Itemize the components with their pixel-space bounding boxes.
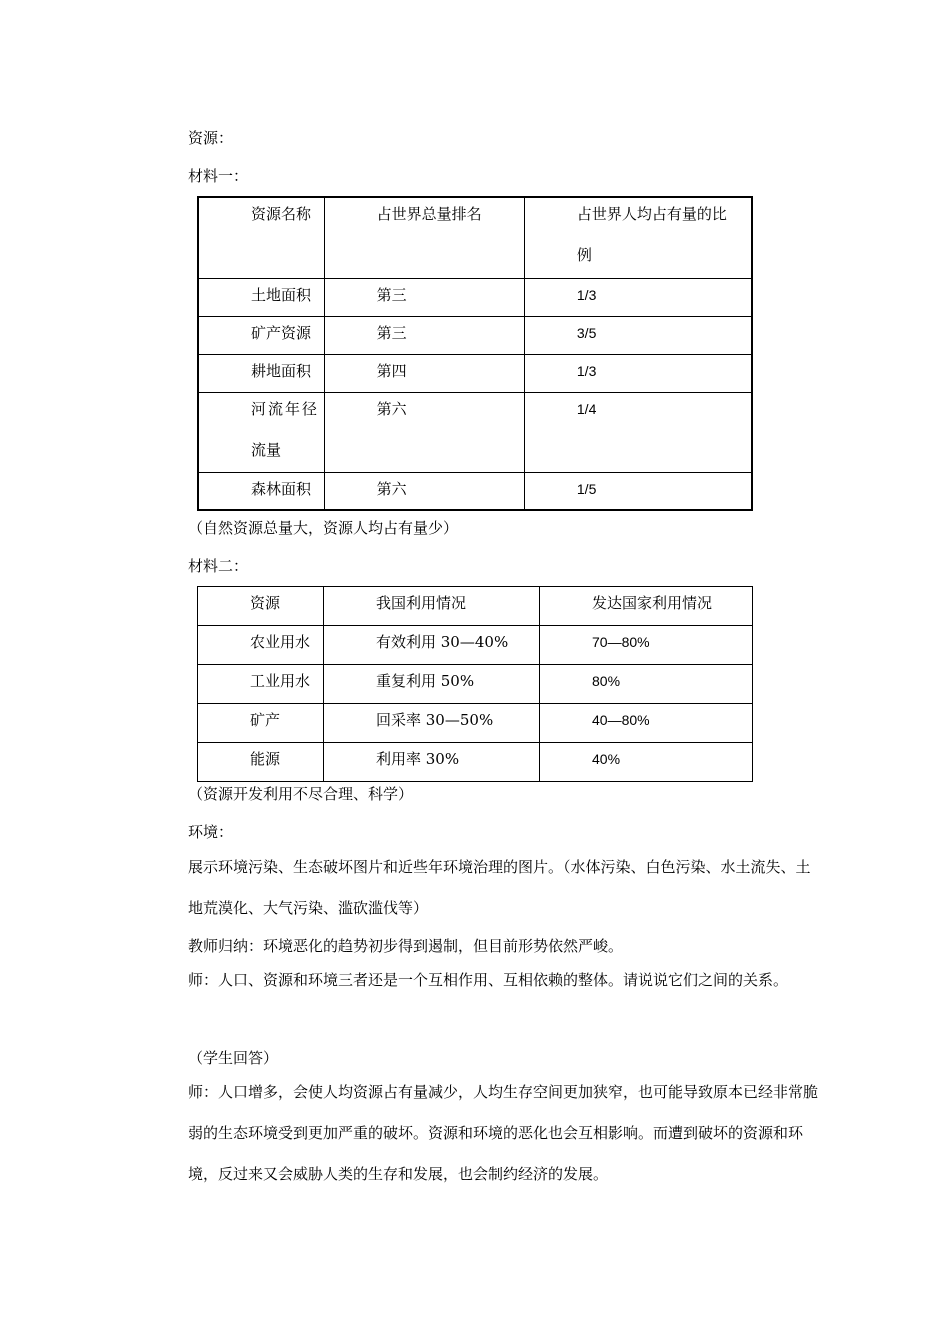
- material1-note: （自然资源总量大，资源人均占有量少）: [188, 519, 459, 537]
- table-cell: 有效利用 30—40%: [324, 626, 540, 665]
- resource-utilization-table: [197, 586, 753, 782]
- table-cell: 河流年径 流量: [198, 392, 324, 472]
- section-heading-environment: 环境：: [188, 823, 234, 841]
- table-row: [198, 354, 752, 392]
- table-cell: 工业用水: [198, 665, 324, 704]
- material2-note: （资源开发利用不尽合理、科学）: [188, 785, 414, 803]
- table-cell: 能源: [198, 743, 324, 782]
- table-cell: 土地面积: [198, 278, 324, 316]
- table-header-cell: 发达国家利用情况: [540, 587, 753, 626]
- table-cell: 矿产资源: [198, 316, 324, 354]
- table-cell: 重复利用 50%: [324, 665, 540, 704]
- table-cell: 第三: [324, 316, 524, 354]
- table-cell: 3/5: [524, 316, 752, 354]
- table-cell: 第六: [324, 472, 524, 510]
- table-cell: 40%: [540, 743, 753, 782]
- table-cell: 农业用水: [198, 626, 324, 665]
- environment-paragraph-4: （学生回答）: [188, 1049, 279, 1067]
- table-header-cell: 资源: [198, 587, 324, 626]
- table-cell: 1/3: [524, 278, 752, 316]
- table-cell: 70—80%: [540, 626, 753, 665]
- table-cell: 40—80%: [540, 704, 753, 743]
- table-row: [198, 392, 752, 472]
- table-header-cell: 我国利用情况: [324, 587, 540, 626]
- table-row: [198, 278, 752, 316]
- environment-paragraph-5: 师：人口增多，会使人均资源占有量减少，人均生存空间更加狭窄，也可能导致原本已经非常脆弱的生态环境受到更加严重的破坏。资源和环境的恶化也会互相影响。而遭到破坏的资源和环境，反过来又会威胁人类的生存和发展，也会制约经济的发展。: [188, 1083, 819, 1183]
- environment-paragraph-1: 展示环境污染、生态破坏图片和近些年环境治理的图片。（水体污染、白色污染、水土流失、土地荒漠化、大气污染、滥砍滥伐等）: [188, 858, 811, 917]
- table-header-row: [198, 197, 752, 278]
- table-cell: 利用率 30%: [324, 743, 540, 782]
- table-cell: 耕地面积: [198, 354, 324, 392]
- table-cell: 第三: [324, 278, 524, 316]
- table-cell: 1/3: [524, 354, 752, 392]
- table-header-cell: 资源名称: [198, 197, 324, 278]
- material1-label: 材料一：: [188, 167, 249, 185]
- table-cell: 第六: [324, 392, 524, 472]
- table-cell: 矿产: [198, 704, 324, 743]
- table-row: [198, 704, 753, 743]
- table-header-row: [198, 587, 753, 626]
- table-cell: 回采率 30—50%: [324, 704, 540, 743]
- environment-paragraph-3: 师：人口、资源和环境三者还是一个互相作用、互相依赖的整体。请说说它们之间的关系。: [188, 971, 789, 989]
- table-row: [198, 316, 752, 354]
- table-cell: 1/4: [524, 392, 752, 472]
- table-header-cell: 占世界人均占有量的比 例: [524, 197, 752, 278]
- table-header-cell: 占世界总量排名: [324, 197, 524, 278]
- table-row: [198, 626, 753, 665]
- environment-paragraph-2: 教师归纳：环境恶化的趋势初步得到遏制，但目前形势依然严峻。: [188, 937, 624, 955]
- table-row: [198, 743, 753, 782]
- material2-label: 材料二：: [188, 557, 249, 575]
- table-row: [198, 472, 752, 510]
- resource-ranking-table: [197, 196, 753, 511]
- section-heading-resources: 资源：: [188, 129, 234, 147]
- table-row: [198, 665, 753, 704]
- table-cell: 1/5: [524, 472, 752, 510]
- table-cell: 80%: [540, 665, 753, 704]
- table-cell: 第四: [324, 354, 524, 392]
- table-cell: 森林面积: [198, 472, 324, 510]
